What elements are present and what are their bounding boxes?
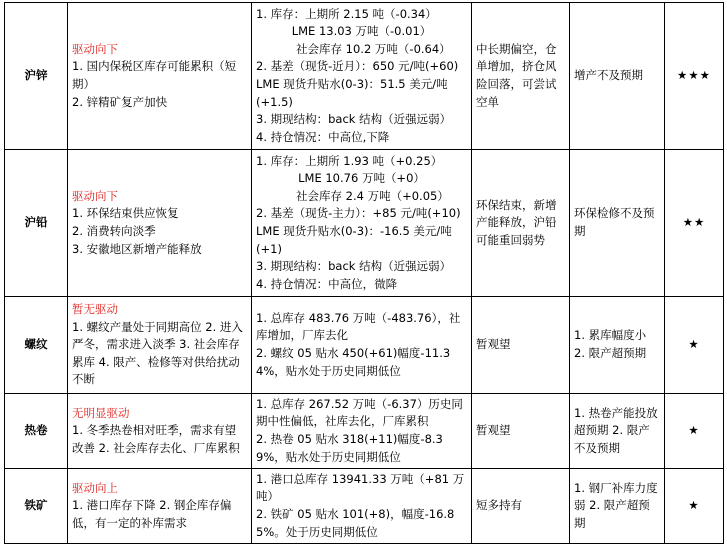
driver-cell: [68, 394, 252, 469]
indicator-line: LME 现货升贴水(0-3)：-16.5 美元/吨: [256, 224, 452, 238]
driver-item: 1. 螺纹产量处于同期高位 2. 进入严冬，需求进入淡季 3. 社会库存累库 4. 限产、检修等对供给扰动不断: [72, 319, 243, 387]
table-row: [5, 3, 724, 150]
commodity-name: 热卷: [5, 394, 68, 469]
indicator-line: 4. 持仓情况：中高位，微降: [256, 276, 398, 291]
indicator-line: 1. 库存：上期所 1.93 吨（+0.25）: [256, 153, 443, 168]
risk-cell: 1. 累库幅度小 2. 限产超预期: [570, 297, 665, 394]
table-row: [5, 469, 724, 544]
table-row: [5, 394, 724, 469]
table-row: [5, 297, 724, 394]
indicator-line: (+1.5): [256, 94, 293, 109]
indicators-cell: [252, 3, 472, 150]
indicator-line: 2. 铁矿 05 贴水 101(+8)，幅度-16.85%。处于历史同期低位: [256, 507, 455, 539]
indicator-line: 4. 持仓情况：中高位,下降: [256, 129, 390, 144]
indicator-line: 2. 基差（现货-主力）：+85 元/吨(+10): [256, 206, 461, 221]
driver-direction: 驱动向下: [72, 188, 118, 203]
indicator-line: 社会库存 2.4 万吨（+0.05）: [296, 188, 449, 203]
driver-item: 1. 冬季热卷相对旺季，需求有望改善 2. 社会库存去化、厂库累积: [72, 423, 240, 455]
indicators-cell: [252, 469, 472, 544]
rating-stars: ★: [665, 297, 724, 394]
view-cell: 环保结束，新增产能释放，沪铅可能重回弱势: [472, 150, 570, 297]
indicator-line: 1. 总库存 483.76 万吨（-483.76），社库增加，厂库去化: [256, 310, 461, 343]
view-cell: 暂观望: [472, 297, 570, 394]
driver-cell: [68, 297, 252, 394]
driver-item: 2. 锌精矿复产加快: [72, 94, 168, 109]
commodity-name: 铁矿: [5, 469, 68, 544]
driver-item: 1. 国内保税区库存可能累积（短期）: [72, 59, 237, 91]
driver-item: 1. 环保结束供应恢复: [72, 206, 179, 221]
indicator-line: LME 10.76 万吨（+0）: [298, 171, 425, 186]
driver-direction: 暂无驱动: [72, 302, 118, 317]
view-cell: 暂观望: [472, 394, 570, 469]
commodity-name: 沪铅: [5, 150, 68, 297]
indicator-line: 社会库存 10.2 万吨（-0.64）: [296, 41, 451, 56]
strategy-table: [4, 2, 724, 544]
indicator-line: 1. 港口总库存 13941.33 万吨（+81 万吨）: [256, 471, 465, 504]
indicator-line: 2. 热卷 05 贴水 318(+11)幅度-8.39%，贴水处于历史同期低位: [256, 432, 443, 464]
driver-item: 3. 安徽地区新增产能释放: [72, 241, 202, 256]
rating-stars: ★★★: [665, 3, 724, 150]
view-cell: 中长期偏空，仓单增加，挤仓风险回落，可尝试空单: [472, 3, 570, 150]
indicators-cell: [252, 297, 472, 394]
indicators-cell: [252, 150, 472, 297]
indicator-line: LME 现货升贴水(0-3)：51.5 美元/吨: [256, 77, 448, 91]
indicator-line: 2. 螺纹 05 贴水 450(+61)幅度-11.34%，贴水处于历史同期低位: [256, 346, 451, 378]
risk-cell: 增产不及预期: [570, 3, 665, 150]
risk-cell: 环保检修不及预期: [570, 150, 665, 297]
risk-cell: 1. 热卷产能投放超预期 2. 限产不及预期: [570, 394, 665, 469]
driver-direction: 驱动向上: [72, 480, 118, 495]
indicators-cell: [252, 394, 472, 469]
table-row: [5, 150, 724, 297]
driver-direction: 驱动向下: [72, 41, 118, 56]
commodity-name: 沪锌: [5, 3, 68, 150]
driver-item: 1. 港口库存下降 2. 钢企库存偏低，有一定的补库需求: [72, 498, 232, 530]
risk-cell: 1. 钢厂补库力度弱 2. 限产超预期: [570, 469, 665, 544]
view-cell: 短多持有: [472, 469, 570, 544]
indicator-line: 1. 库存：上期所 2.15 吨（-0.34）: [256, 6, 437, 21]
rating-stars: ★: [665, 469, 724, 544]
indicator-line: 2. 基差（现货-近月）：650 元/吨(+60): [256, 59, 459, 74]
indicator-line: 1. 总库存 267.52 万吨（-6.37）历史同期中性偏低，社库去化，厂库累积: [256, 396, 463, 429]
indicator-line: 3. 期现结构：back 结构（近强远弱）: [256, 112, 452, 127]
indicator-line: LME 13.03 万吨（-0.01）: [291, 24, 432, 39]
driver-cell: [68, 469, 252, 544]
indicator-line: 3. 期现结构：back 结构（近强远弱）: [256, 259, 452, 274]
commodity-name: 螺纹: [5, 297, 68, 394]
rating-stars: ★: [665, 394, 724, 469]
indicator-line: (+1): [256, 241, 282, 256]
driver-item: 2. 消费转向淡季: [72, 224, 156, 238]
driver-cell: [68, 150, 252, 297]
driver-cell: [68, 3, 252, 150]
rating-stars: ★★: [665, 150, 724, 297]
driver-direction: 无明显驱动: [72, 405, 130, 420]
